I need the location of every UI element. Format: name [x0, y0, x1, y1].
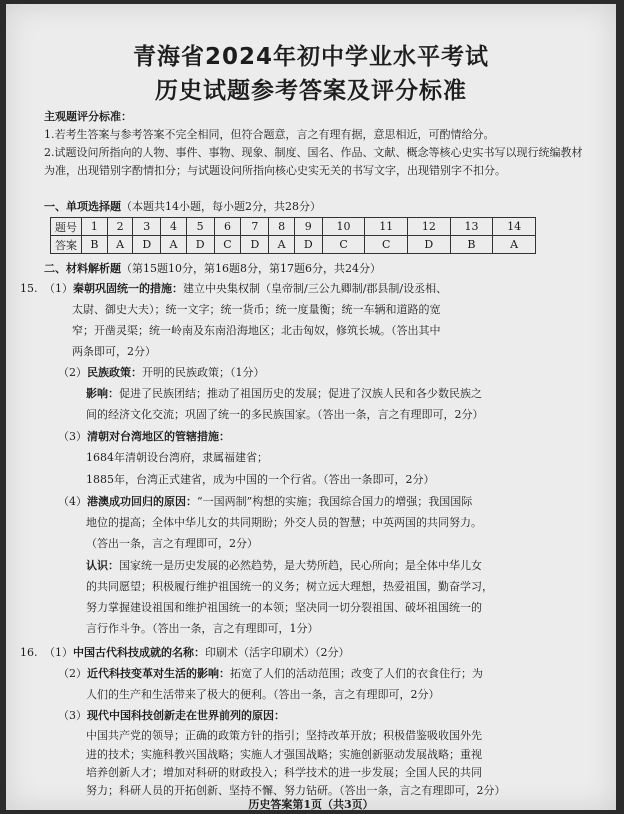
table-cell: 8 [269, 218, 294, 236]
page-footer: 历史答案第1页（共3页） [248, 798, 374, 810]
table-cell: C [214, 236, 241, 254]
table-header-cell: 题号 [51, 218, 82, 236]
table-cell: D [294, 236, 322, 254]
q15-part1-line: 太尉、御史大夫）；统一文字；统一货币；统一度量衡；统一车辆和道路的宽 [72, 303, 441, 316]
intro-heading: 主观题评分标准： [44, 110, 132, 123]
table-cell: C [365, 236, 408, 254]
q15-part4-line: 言行作斗争。（答出一条，言之有理即可，1分） [86, 622, 319, 635]
answer-table [50, 217, 536, 254]
table-cell: 5 [186, 218, 214, 236]
table-cell: 6 [214, 218, 241, 236]
q15-part3-line: 1885年，台湾正式建省，成为中国的一个行省。（答出一条即可，2分） [86, 473, 435, 486]
table-cell: A [493, 236, 536, 254]
table-cell: D [408, 236, 451, 254]
q15-part3-line: 1684年清朝设台湾府，隶属福建省； [86, 451, 268, 464]
table-cell: 10 [322, 218, 365, 236]
table-cell: B [450, 236, 493, 254]
table-cell: C [322, 236, 365, 254]
table-cell: 4 [161, 218, 186, 236]
table-cell: B [82, 236, 108, 254]
table-cell: 7 [241, 218, 269, 236]
table-cell: 14 [493, 218, 536, 236]
q15-part1-line: 两条即可，2分） [72, 345, 156, 358]
q15-part4-line: 地位的提高；全体中华儿女的共同期盼；外交人员的智慧；中英两国的共同努力。 [86, 516, 482, 529]
q16-number: 16. [20, 646, 38, 659]
q16-part2-line: 人们的生产和生活带来了极大的便利。（答出一条，言之有理即可，2分） [86, 688, 440, 701]
q16-part3-line: 努力；科研人员的开拓创新、坚持不懈、努力钻研。（答出一条，言之有理即可，2分） [86, 784, 506, 797]
q16-part3-line: 培养创新人才；增加对科研的财政投入；科学技术的进一步发展；全国人民的共同 [86, 766, 482, 779]
table-cell: D [241, 236, 269, 254]
table-cell: 1 [82, 218, 108, 236]
intro-rule-1: 1.若考生答案与参考答案不完全相同，但符合题意，言之有理有据，意思相近，可酌情给分。 [44, 128, 495, 141]
q15-part1: （1）秦朝巩固统一的措施：建立中央集权制（皇帝制/三公九卿制/郡县制/设丞相、 [44, 282, 448, 295]
q15-part4-line: 的共同愿望；积极履行维护祖国统一的义务；树立远大理想，热爱祖国，勤奋学习， [86, 580, 493, 593]
table-row [51, 218, 536, 236]
page-subtitle: 历史试题参考答案及评分标准 [155, 78, 467, 104]
section1-heading: 一、单项选择题（本题共14小题，每小题2分，共28分） [44, 200, 321, 213]
table-cell: 13 [450, 218, 493, 236]
answer-sheet-page [6, 4, 616, 810]
q16-part1: （1）中国古代科技成就的名称：印刷术（活字印刷术）（2分） [44, 646, 350, 659]
page-title: 青海省2024年初中学业水平考试 [132, 44, 489, 70]
q15-part2-line: 间的经济文化交流；巩固了统一的多民族国家。（答出一条，言之有理即可，2分） [86, 408, 484, 421]
q15-number: 15. [20, 282, 38, 295]
table-cell: 2 [107, 218, 132, 236]
q15-part4-line: （答出一条，言之有理即可，2分） [86, 537, 258, 550]
q15-part2: （2）民族政策：开明的民族政策；（1分） [58, 366, 265, 379]
table-cell: 11 [365, 218, 408, 236]
q15-part4-view: 认识：国家统一是历史发展的必然趋势，是大势所趋，民心所向；是全体中华儿女 [86, 559, 482, 572]
table-cell: A [161, 236, 186, 254]
q15-part3: （3）清朝对台湾地区的管辖措施： [58, 430, 230, 443]
table-cell: A [269, 236, 294, 254]
q15-part4-line: 努力掌握建设祖国和维护祖国统一的本领；坚决同一切分裂祖国、破坏祖国统一的 [86, 601, 482, 614]
q16-part3-line: 进的技术；实施科教兴国战略；实施人才强国战略；实施创新驱动发展战略；重视 [86, 748, 482, 761]
q15-part1-line: 窄；开凿灵渠；统一岭南及东南沿海地区；北击匈奴，修筑长城。（答出其中 [72, 324, 441, 337]
table-cell: 9 [294, 218, 322, 236]
q15-part2-impact: 影响：促进了民族团结；推动了祖国历史的发展；促进了汉族人民和各少数民族之 [86, 387, 482, 400]
section2-heading: 二、材料解析题（第15题10分，第16题8分，第17题6分，共24分） [44, 262, 381, 275]
table-header-cell: 答案 [51, 236, 82, 254]
q15-part4: （4）港澳成功回归的原因：“一国两制”构想的实施；我国综合国力的增强；我国国际 [58, 495, 473, 508]
table-cell: D [133, 236, 161, 254]
table-cell: 3 [133, 218, 161, 236]
q16-part3: （3）现代中国科技创新走在世界前列的原因： [58, 709, 285, 722]
table-row [51, 236, 536, 254]
intro-rule-2: 2.试题设问所指向的人物、事件、事物、现象、制度、国名、作品、文献、概念等核心史实书写以现行统编教材为准，出现错别字酌情扣分；与试题设问所指向核心史实无关的书写文字，出现错别字不扣分。 [44, 146, 583, 177]
table-cell: D [186, 236, 214, 254]
table-cell: 12 [408, 218, 451, 236]
q16-part3-line: 中国共产党的领导；正确的政策方针的指引；坚持改革开放；积极借鉴吸收国外先 [86, 729, 482, 742]
q16-part2: （2）近代科技变革对生活的影响：拓宽了人们的活动范围；改变了人们的衣食住行；为 [58, 667, 483, 680]
table-cell: A [107, 236, 132, 254]
